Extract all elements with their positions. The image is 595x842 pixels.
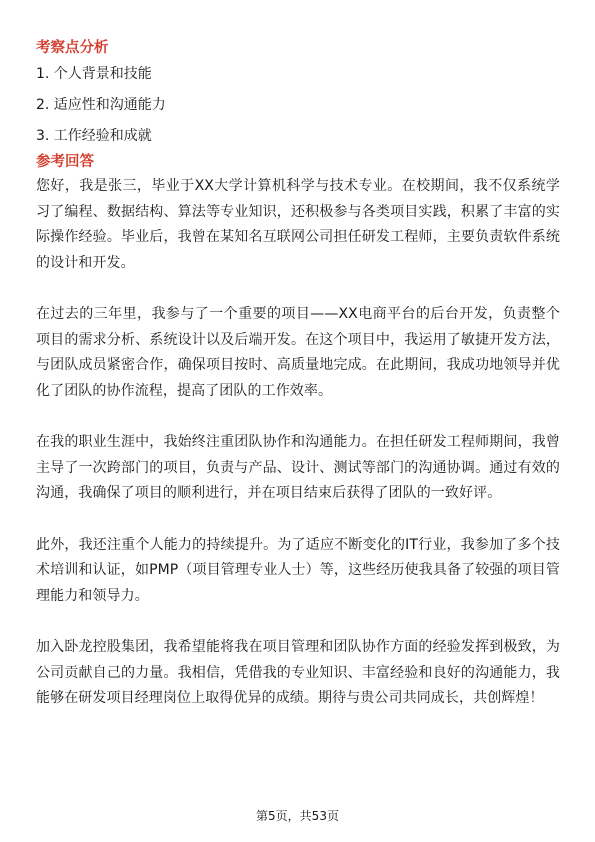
answer-paragraph-1: 您好，我是张三，毕业于XX大学计算机科学与技术专业。在校期间，我不仅系统学习了编程、数据结构、算法等专业知识，还积极参与各类项目实践，积累了丰富的实际操作经验。毕业后，我曾在某知名互联网公司担任研发工程师，主要负责软件系统的设计和开发。 — [36, 178, 560, 271]
analysis-item-3: 3. 工作经验和成就 — [36, 128, 152, 144]
page-number: 第5页，共53页 — [256, 809, 339, 823]
answer-heading: 参考回答 — [36, 154, 94, 170]
answer-paragraph-5: 加入卧龙控股集团，我希望能将我在项目管理和团队协作方面的经验发挥到极致，为公司贡献自己的力量。我相信，凭借我的专业知识、丰富经验和良好的沟通能力，我能够在研发项目经理岗位上取得优异的成绩。期待与贵公司共同成长，共创辉煌！ — [36, 639, 560, 706]
answer-paragraph-3: 在我的职业生涯中，我始终注重团队协作和沟通能力。在担任研发工程师期间，我曾主导了一次跨部门的项目，负责与产品、设计、测试等部门的沟通协调。通过有效的沟通，我确保了项目的顺利进行，并在项目结束后获得了团队的一致好评。 — [36, 434, 560, 501]
answer-paragraph-2: 在过去的三年里，我参与了一个重要的项目——XX电商平台的后台开发，负责整个项目的需求分析、系统设计以及后端开发。在这个项目中，我运用了敏捷开发方法，与团队成员紧密合作，确保项目按时、高质量地完成。在此期间，我成功地领导并优化了团队的协作流程，提高了团队的工作效率。 — [36, 306, 560, 399]
analysis-heading: 考察点分析 — [36, 40, 109, 56]
analysis-item-1: 1. 个人背景和技能 — [36, 66, 152, 82]
page-content — [36, 38, 560, 712]
answer-body — [36, 174, 560, 712]
analysis-list — [36, 64, 560, 146]
analysis-item-2: 2. 适应性和沟通能力 — [36, 97, 166, 113]
answer-paragraph-4: 此外，我还注重个人能力的持续提升。为了适应不断变化的IT行业，我参加了多个技术培训和认证，如PMP（项目管理专业人士）等，这些经历使我具备了较强的项目管理能力和领导力。 — [36, 536, 560, 604]
